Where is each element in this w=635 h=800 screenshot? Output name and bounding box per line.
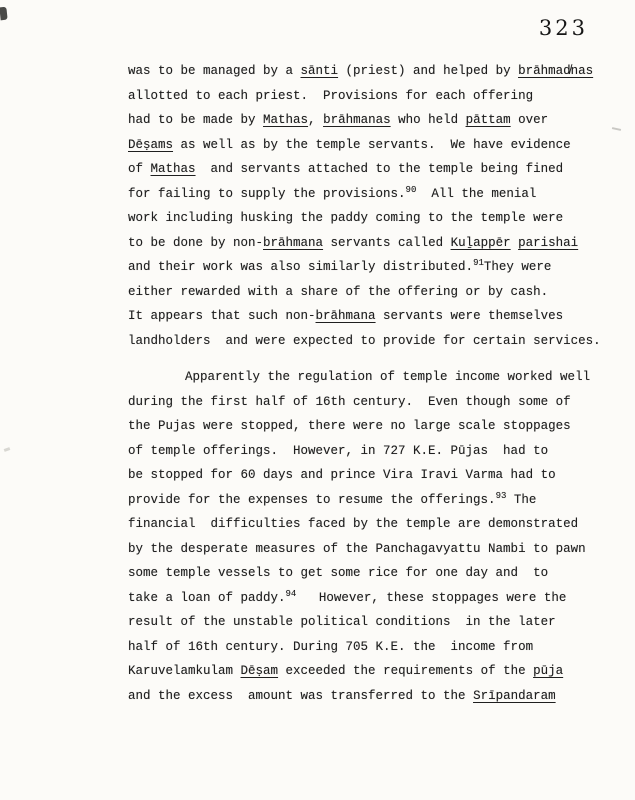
- text-line: [128, 157, 608, 182]
- text-segment: to be done by non-: [128, 235, 264, 250]
- text-line: [128, 684, 608, 709]
- text-line: [128, 537, 608, 562]
- text-line: [128, 59, 608, 84]
- page-number: 323: [538, 16, 588, 40]
- text-line: [128, 133, 608, 158]
- text-segment: by the desperate measures of the Panchagavyattu Nambi to pawn: [128, 541, 586, 556]
- text-segment: was to be managed by a: [128, 64, 301, 78]
- text-line: [128, 231, 608, 256]
- text-segment: (priest) and helped by: [338, 64, 519, 78]
- text-segment: either rewarded with a share of the offering or by cash.: [128, 284, 549, 299]
- text-line: [128, 439, 608, 464]
- document-body: [128, 59, 608, 708]
- text-segment: be stopped for 60 days and prince Vira Iravi Varma had to: [128, 468, 556, 482]
- text-line: [128, 255, 608, 280]
- underlined-term: brāhmana: [315, 309, 376, 323]
- text-line: [128, 365, 608, 390]
- underlined-term: Kuḻappēr: [450, 235, 511, 250]
- text-segment: and servants attached to the temple being fined: [195, 162, 564, 176]
- underlined-term: brāhmanas: [323, 113, 391, 127]
- underlined-term: Dēṣam: [240, 664, 279, 678]
- text-segment: of: [128, 162, 151, 176]
- text-segment: some temple vessels to get some rice for one day and to: [128, 566, 549, 580]
- text-segment: work including husking the paddy coming to the temple were: [128, 211, 564, 225]
- text-line: [128, 463, 608, 488]
- text-segment: However, these stoppages were the: [296, 590, 567, 605]
- text-segment: the Pujas were stopped, there were no large scale stoppages: [128, 419, 571, 433]
- scan-artifact-right-speck: [612, 127, 621, 131]
- footnote-ref: 91: [473, 258, 484, 268]
- text-line: [128, 488, 608, 513]
- text-segment: Karuvelamkulam: [128, 664, 241, 678]
- text-segment: provide for the expenses to resume the offerings.: [128, 492, 496, 507]
- text-segment: It appears that such non-: [128, 309, 316, 323]
- text-segment: servants called: [323, 235, 451, 250]
- text-line: [128, 659, 608, 684]
- scan-artifact-left-smudge: [4, 447, 11, 452]
- underlined-term: pūja: [533, 664, 564, 678]
- text-segment: The: [506, 492, 537, 507]
- text-segment: half of 16th century. During 705 K.E. the income from: [128, 639, 534, 654]
- underlined-term: Mathas: [263, 113, 309, 127]
- text-segment: ,: [308, 113, 324, 127]
- text-line: [128, 414, 608, 439]
- text-segment: [511, 236, 519, 250]
- text-line: [128, 561, 608, 586]
- text-segment: had to be made by: [128, 113, 264, 127]
- text-segment: allotted to each priest. Provisions for each offering: [128, 88, 534, 103]
- underlined-term: brāhmana: [263, 235, 324, 250]
- text-segment: exceeded the requirements of the: [278, 664, 534, 678]
- underlined-term: Mathas: [150, 162, 196, 176]
- text-segment: and their work was also similarly distributed.: [128, 260, 474, 274]
- underlined-term: sānti: [300, 64, 339, 78]
- text-segment: Apparently the regulation of temple income worked well: [185, 370, 591, 384]
- paragraph: [128, 59, 608, 353]
- text-segment: They were: [483, 260, 552, 274]
- underlined-term: brāhmad̸nas: [518, 64, 594, 78]
- text-line: [128, 586, 608, 611]
- underlined-term: Srīpandaram: [473, 688, 556, 703]
- text-segment: during the first half of 16th century. Even though some of: [128, 394, 571, 409]
- underlined-term: Dēṣams: [128, 137, 174, 152]
- text-segment: as well as by the temple servants. We have evidence: [173, 137, 571, 152]
- text-line: [128, 390, 608, 415]
- text-line: [128, 84, 608, 109]
- footnote-ref: 94: [285, 588, 297, 599]
- paragraph: [128, 365, 608, 708]
- footnote-ref: 93: [495, 490, 507, 501]
- text-segment: take a loan of paddy.: [128, 590, 286, 605]
- scan-artifact-top-left: [0, 7, 8, 21]
- text-segment: financial difficulties faced by the temple are demonstrated: [128, 517, 579, 531]
- text-line: [128, 182, 608, 207]
- text-line: [128, 206, 608, 231]
- text-segment: result of the unstable political conditions in the later: [128, 615, 556, 629]
- text-line: [128, 512, 608, 537]
- text-line: [128, 329, 608, 354]
- text-segment: servants were themselves: [375, 309, 564, 323]
- text-line: [128, 304, 608, 329]
- footnote-ref: 90: [405, 184, 417, 195]
- text-segment: over: [510, 113, 549, 127]
- text-segment: All the menial: [416, 186, 537, 201]
- text-segment: who held: [390, 113, 466, 127]
- text-line: [128, 610, 608, 635]
- text-line: [128, 635, 608, 660]
- text-segment: landholders and were expected to provide for certain services.: [128, 333, 601, 348]
- text-segment: for failing to supply the provisions.: [128, 186, 406, 201]
- underlined-term: pāttam: [465, 113, 511, 127]
- text-segment: and the excess amount was transferred to the: [128, 688, 474, 703]
- underlined-term: parishai: [518, 235, 579, 250]
- text-line: [128, 108, 608, 133]
- text-line: [128, 280, 608, 305]
- text-segment: of temple offerings. However, in 727 K.E. Pūjas had to: [128, 443, 549, 458]
